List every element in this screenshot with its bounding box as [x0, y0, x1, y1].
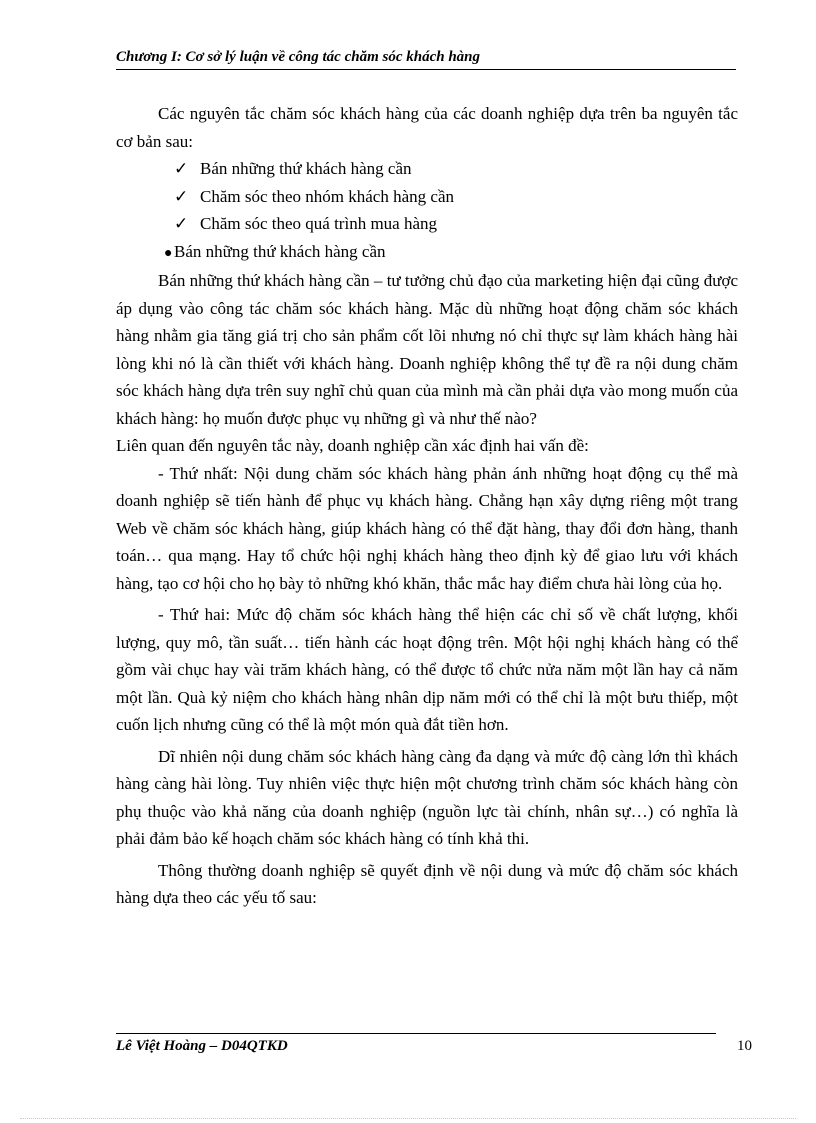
bullet-heading-label: Bán những thứ khách hàng cần [174, 241, 386, 261]
bullet-heading [116, 238, 738, 268]
paragraph: Bán những thứ khách hàng cần – tư tưởng chủ đạo của marketing hiện đại cũng được áp dụng vào công tác chăm sóc khách hàng. Mặc dù những hoạt động chăm sóc khách hàng nhằm gia tăng giá trị cho sản phẩm cốt lõi nhưng nó chỉ thực sự làm khách hàng hài lòng khi nó là cần thiết với khách hàng. Doanh nghiệp không thể tự đề ra nội dung chăm sóc khách hàng dựa trên suy nghĩ chủ quan của mình mà cần phải dựa vào mong muốn của khách hàng: họ muốn được phục vụ những gì và như thế nào? [116, 271, 738, 428]
list-item [116, 183, 738, 211]
paragraph: Dĩ nhiên nội dung chăm sóc khách hàng càng đa dạng và mức độ càng lớn thì khách hàng càng hài lòng. Tuy nhiên việc thực hiện một chương trình chăm sóc khách hàng còn phụ thuộc vào khả năng của doanh nghiệp (nguồn lực tài chính, nhân sự…) có nghĩa là phải đảm bảo kế hoạch chăm sóc khách hàng có tính khả thi. [116, 746, 738, 848]
list-item-label: Chăm sóc theo nhóm khách hàng cần [200, 186, 454, 206]
page-edge [20, 1118, 796, 1119]
check-icon: ✓ [174, 159, 189, 178]
check-icon: ✓ [174, 214, 189, 233]
page-number: 10 [737, 1038, 752, 1054]
paragraph: - Thứ hai: Mức độ chăm sóc khách hàng thể hiện các chỉ số về chất lượng, khối lượng, quy mô, tần suất… tiến hành các hoạt động trên. Một hội nghị khách hàng có thể gồm vài chục hay vài trăm khách hàng, có thể được tổ chức nửa năm một lần hay cả năm một lần. Quà kỷ niệm cho khách hàng nhân dịp năm mới có thể chỉ là một bưu thiếp, một cuốn lịch nhưng cũng có thể là một món quà đắt tiền hơn. [116, 605, 738, 734]
paragraph: Thông thường doanh nghiệp sẽ quyết định về nội dung và mức độ chăm sóc khách hàng dựa theo các yếu tố sau: [116, 860, 738, 907]
check-icon: ✓ [174, 186, 189, 206]
list-item [116, 210, 738, 238]
header-divider [116, 69, 736, 70]
chapter-header: Chương I: Cơ sở lý luận về công tác chăm sóc khách hàng [116, 49, 481, 65]
bullet-icon: ● [164, 245, 173, 261]
paragraph: Liên quan đến nguyên tắc này, doanh nghiệp cần xác định hai vấn đề: [116, 436, 589, 455]
list-item [116, 155, 738, 183]
list-item-label: Bán những thứ khách hàng cần [200, 159, 412, 178]
paragraph: - Thứ nhất: Nội dung chăm sóc khách hàng phản ánh những hoạt động cụ thể mà doanh nghiệp sẽ tiến hành để phục vụ khách hàng. Chẳng hạn xây dựng riêng một trang Web về chăm sóc khách hàng, giúp khách hàng có thể đặt hàng, thay đổi đơn hàng, thanh toán… qua mạng. Hay tổ chức hội nghị khách hàng theo định kỳ để giao lưu với khách hàng, tạo cơ hội cho họ bày tỏ những khó khăn, thắc mắc hay điểm chưa hài lòng của họ. [116, 463, 738, 593]
list-item-label: Chăm sóc theo quá trình mua hàng [200, 214, 438, 233]
footer-author: Lê Việt Hoàng – D04QTKD [116, 1038, 288, 1054]
footer-divider [116, 1033, 716, 1034]
intro-paragraph: Các nguyên tắc chăm sóc khách hàng của các doanh nghiệp dựa trên ba nguyên tắc cơ bản sau: [116, 104, 738, 151]
page-body [116, 100, 738, 912]
